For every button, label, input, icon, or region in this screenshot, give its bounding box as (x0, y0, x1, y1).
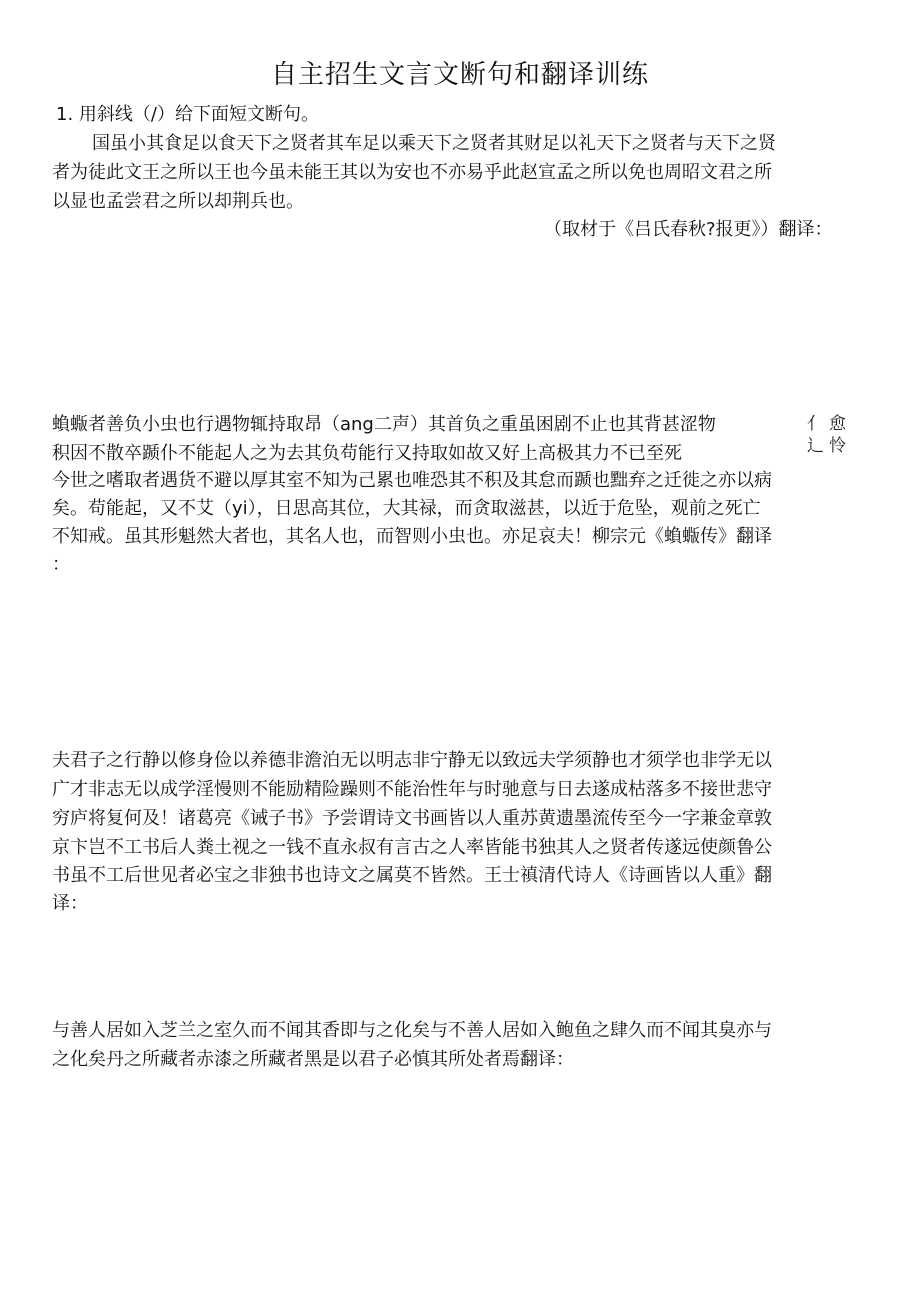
margin-glyph: 愈 (829, 414, 846, 434)
margin-glyph: 辶 (807, 436, 824, 456)
question-3-line: 夫君子之行静以修身俭以养德非澹泊无以明志非宁静无以致远夫学须静也才须学也非学无以 (52, 750, 772, 771)
question-3-line: 书虽不工后世见者必宝之非独书也诗文之属莫不皆然。王士禛清代诗人《诗画皆以人重》翻 (52, 865, 772, 886)
question-4-line: 之化矣丹之所藏者赤漆之所藏者黑是以君子必慎其所处者焉翻译： (52, 1049, 574, 1070)
question-2-line: ： (52, 554, 70, 575)
question-2-line: 今世之嗜取者遇货不避以厚其室不知为己累也唯恐其不积及其怠而踬也黜弃之迁徙之亦以病 (52, 470, 772, 491)
question-1-source: （取材于《吕氏春秋?报更》）翻译： (544, 219, 833, 240)
question-2-line: 积因不散卒踬仆不能起人之为去其负苟能行又持取如故又好上高极其力不已至死 (52, 443, 682, 464)
question-3-line: 穷庐将复何及！诸葛亮《诫子书》予尝谓诗文书画皆以人重苏黄遗墨流传至今一字兼金章敦 (52, 808, 772, 829)
question-1-line: 以显也孟尝君之所以却荆兵也。 (52, 191, 304, 212)
question-3-line: 京卞岂不工书后人粪土视之一钱不直永叔有言古之人率皆能书独其人之贤者传遂远使颜鲁公 (52, 837, 772, 858)
question-1-instruction: 1. 用斜线（/）给下面短文断句。 (56, 104, 319, 125)
question-1-line: 者为徒此文王之所以王也今虽未能王其以为安也不亦易乎此赵宣孟之所以免也周昭文君之所 (52, 162, 772, 183)
page-title: 自主招生文言文断句和翻译训练 (270, 60, 649, 90)
question-4-line: 与善人居如入芝兰之室久而不闻其香即与之化矣与不善人居如入鲍鱼之肆久而不闻其臭亦与 (52, 1020, 772, 1041)
margin-glyph: 怜 (829, 436, 846, 456)
question-3-line: 译： (52, 893, 88, 914)
question-2-line: 蝜蝂者善负小虫也行遇物辄持取昂（ang二声）其首负之重虽困剧不止也其背甚涩物 (52, 414, 716, 435)
question-2-line: 矣。苟能起，又不艾（yi），日思高其位，大其禄，而贪取滋甚，以近于危坠，观前之死亡 (52, 498, 761, 519)
question-3-line: 广才非志无以成学淫慢则不能励精险躁则不能治性年与时驰意与日去遂成枯落多不接世悲守 (52, 779, 772, 800)
question-1-line: 国虽小其食足以食天下之贤者其车足以乘天下之贤者其财足以礼天下之贤者与天下之贤 (92, 133, 776, 154)
question-2-line: 不知戒。虽其形魁然大者也，其名人也，而智则小虫也。亦足哀夫！柳宗元《蝜蝂传》翻译 (52, 526, 772, 547)
margin-glyph: 亻 (807, 414, 824, 434)
